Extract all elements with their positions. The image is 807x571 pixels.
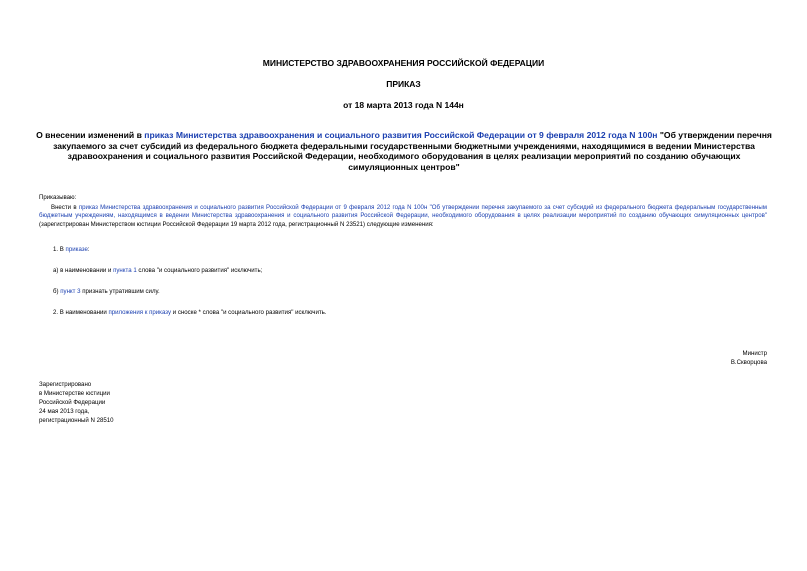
document-title bbox=[34, 130, 774, 172]
item1-link[interactable]: приказе bbox=[65, 246, 88, 253]
order-heading: ПРИКАЗ bbox=[386, 79, 421, 89]
order-date: от 18 марта 2013 года N 144н bbox=[343, 100, 464, 110]
item1b-suffix: признать утратившим силу. bbox=[80, 288, 160, 295]
intro-paragraph bbox=[39, 204, 767, 229]
registration-line: Зарегистрировано bbox=[39, 381, 92, 388]
signature-position: Министр bbox=[742, 350, 767, 357]
item2-prefix: 2. В наименовании bbox=[53, 309, 109, 316]
intro-order-link[interactable]: приказ Министерства здравоохранения и социального развития Российской Федерации от 9 февраля 2012 года N 100н "Об утверждении перечня закупаемого за счет субсидий из федерального бюджета федеральным государственным бюджетным учреждениям, находящимся в ведении Министерства здравоохранения и социального развития Российской Федерации, необходимого оборудования в целях реализации мероприятий по созданию обучающих симуляционных центров" bbox=[39, 204, 767, 220]
title-suffix: "Об утверждении перечня закупаемого за счет субсидий из федерального бюджета федеральными государственными бюджетными учреждениями, находящимися в ведении Министерства здравоохранения и социального развития Российской Федерации, необходимого оборудования в целях реализации мероприятий по созданию обучающих симуляционных центров" bbox=[53, 130, 772, 172]
item1-prefix: 1. В bbox=[53, 246, 66, 253]
list-item-2 bbox=[53, 309, 327, 317]
item1b-link[interactable]: пункт 3 bbox=[60, 288, 81, 295]
list-item-1 bbox=[53, 246, 90, 254]
title-order-link[interactable]: приказ Министерства здравоохранения и социального развития Российской Федерации от 9 февраля 2012 года N 100н bbox=[144, 130, 658, 140]
item2-suffix: и сноске * слова "и социального развития" исключить. bbox=[171, 309, 327, 316]
item1b-prefix: б) bbox=[53, 288, 61, 295]
list-item-1b bbox=[53, 288, 160, 296]
registration-line: в Министерстве юстиции bbox=[39, 390, 110, 398]
item1a-prefix: а) в наименовании и bbox=[53, 267, 114, 274]
item1a-suffix: слова "и социального развития" исключить; bbox=[136, 267, 263, 274]
registration-line: регистрационный N 28510 bbox=[39, 417, 114, 425]
signature-block bbox=[731, 349, 767, 367]
item1a-link[interactable]: пункта 1 bbox=[113, 267, 137, 274]
registration-line: Российской Федерации bbox=[39, 399, 106, 407]
signature-name: В.Скворцова bbox=[730, 359, 767, 366]
intro-suffix: (зарегистрирован Министерством юстиции Российской Федерации 19 марта 2012 года, регистрационный N 23521) следующие изменения: bbox=[39, 220, 434, 228]
list-item-1a bbox=[53, 267, 262, 275]
item2-link[interactable]: приложения к приказу bbox=[108, 309, 172, 316]
item1-suffix: : bbox=[87, 246, 90, 253]
order-word: Приказываю: bbox=[39, 194, 77, 201]
title-prefix: О внесении изменений в bbox=[36, 130, 145, 140]
ministry-heading: МИНИСТЕРСТВО ЗДРАВООХРАНЕНИЯ РОССИЙСКОЙ ФЕДЕРАЦИИ bbox=[262, 58, 545, 68]
registration-block bbox=[39, 380, 114, 425]
intro-prefix: Внести в bbox=[51, 204, 79, 211]
registration-line: 24 мая 2013 года, bbox=[39, 408, 90, 416]
